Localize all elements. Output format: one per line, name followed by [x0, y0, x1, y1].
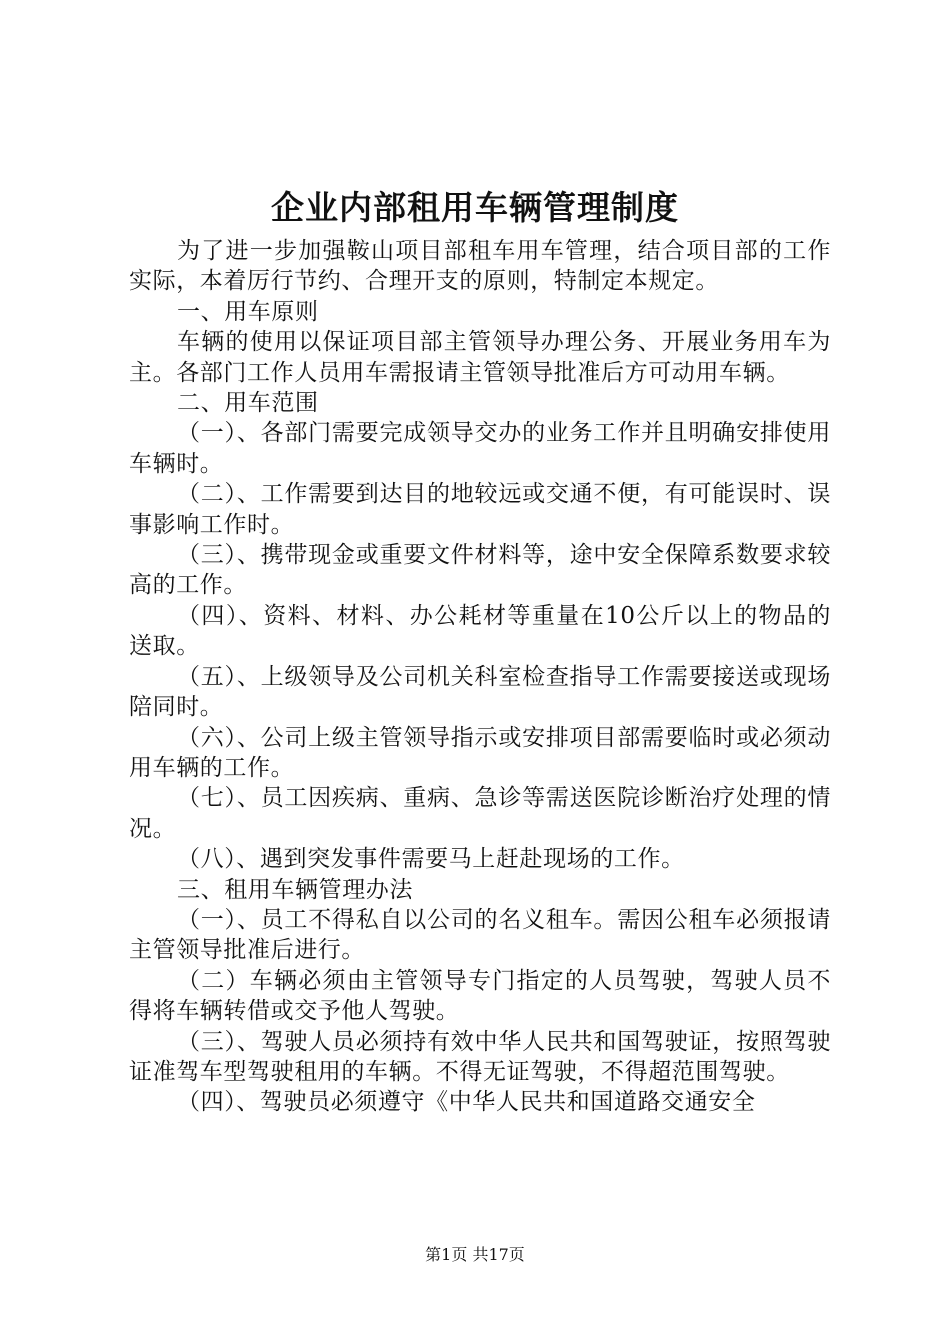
section-heading-rental-management: 三、租用车辆管理办法: [177, 876, 413, 903]
scope-item-6: （六）、公司上级主管领导指示或安排项目部需要临时或必须动用车辆的工作。: [129, 724, 831, 781]
scope-item-2: （二）、工作需要到达目的地较远或交通不便，有可能误时、误事影响工作时。: [129, 481, 831, 538]
scope-item-3: （三）、携带现金或重要文件材料等，途中安全保障系数要求较高的工作。: [129, 542, 831, 599]
scope-item-7: （七）、员工因疾病、重病、急诊等需送医院诊断治疗处理的情况。: [129, 785, 831, 842]
scope-item-8: （八）、遇到突发事件需要马上赶赴现场的工作。: [177, 846, 685, 873]
document-body: [129, 236, 831, 1118]
document-title: 企业内部租用车辆管理制度: [271, 188, 679, 227]
scope-item-5: （五）、上级领导及公司机关科室检查指导工作需要接送或现场陪同时。: [129, 663, 831, 721]
page-number-footer: 第1页 共17页: [425, 1245, 525, 1264]
intro-paragraph: 为了进一步加强鞍山项目部租车用车管理，结合项目部的工作实际，本着厉行节约、合理开支的原则，特制定本规定。: [129, 238, 831, 295]
management-item-2: （二）车辆必须由主管领导专门指定的人员驾驶，驾驶人员不得将车辆转借或交予他人驾驶。: [129, 967, 831, 1025]
management-item-4: （四）、驾驶员必须遵守《中华人民共和国道路交通安全: [177, 1089, 756, 1116]
scope-item-1: （一）、各部门需要完成领导交办的业务工作并且明确安排使用车辆时。: [129, 420, 831, 477]
management-item-1: （一）、员工不得私自以公司的名义租车。需因公租车必须报请主管领导批准后进行。: [129, 906, 831, 964]
scope-item-4: （四）、资料、材料、办公耗材等重量在10公斤以上的物品的送取。: [129, 602, 831, 660]
management-item-3: （三）、驾驶人员必须持有效中华人民共和国驾驶证，按照驾驶证准驾车型驾驶租用的车辆。不得无证驾驶，不得超范围驾驶。: [129, 1028, 831, 1085]
section-heading-vehicle-scope: 二、用车范围: [177, 390, 319, 417]
paragraph-vehicle-principle: 车辆的使用以保证项目部主管领导办理公务、开展业务用车为主。各部门工作人员用车需报请主管领导批准后方可动用车辆。: [129, 329, 831, 386]
section-heading-vehicle-principle: 一、用车原则: [177, 298, 319, 325]
